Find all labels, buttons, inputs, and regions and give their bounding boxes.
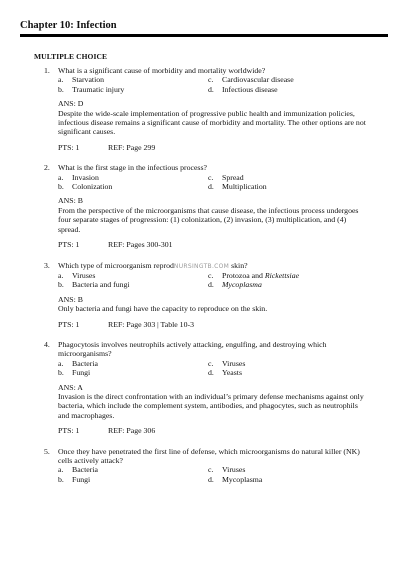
- points: PTS: 1: [58, 142, 80, 152]
- points: PTS: 1: [58, 240, 80, 250]
- question-stem: Phagocytosis involves neutrophils actively attacking, engulfing, and destroying which microorganisms?: [58, 339, 327, 359]
- rationale: Only bacteria and fungi have the capacity to reproduce on the skin.: [58, 304, 268, 314]
- option-letter: d.: [208, 474, 214, 484]
- points: PTS: 1: [58, 426, 80, 436]
- reference: REF: Page 303 | Table 10-3: [108, 319, 194, 329]
- question-number: 3.: [44, 260, 50, 270]
- option-b: [58, 368, 208, 377]
- option-text: Yeasts: [222, 368, 243, 378]
- option-letter: d.: [208, 368, 214, 378]
- option-a: [58, 75, 208, 84]
- question-1: [44, 66, 370, 152]
- option-c: [208, 75, 368, 84]
- option-text: Bacteria and fungi: [72, 280, 130, 290]
- question-meta: [58, 240, 370, 249]
- option-text: Fungi: [72, 368, 91, 378]
- option-text: Traumatic injury: [72, 84, 125, 94]
- option-letter: c.: [208, 270, 214, 280]
- points: PTS: 1: [58, 319, 80, 329]
- answer: ANS: A: [58, 382, 83, 392]
- option-text: Viruses: [222, 465, 246, 475]
- rationale: From the perspective of the microorganisms that cause disease, the infectious process undergoes four separate stages of progression: (1) colonization, (2) invasion, (3) multiplication, and (4) spread.: [58, 205, 359, 234]
- option-d: [208, 182, 368, 191]
- option-b: [58, 85, 208, 94]
- question-stem: [58, 261, 370, 271]
- option-letter: b.: [58, 368, 64, 378]
- option-d: [208, 280, 368, 289]
- option-text: Viruses: [72, 270, 96, 280]
- title-rule: [20, 34, 388, 37]
- stem-text: Which type of microorganism reprod: [58, 260, 174, 270]
- option-text: Fungi: [72, 474, 91, 484]
- option-a: [58, 271, 208, 280]
- option-a: [58, 359, 208, 368]
- option-a: [58, 465, 208, 474]
- question-number: 2.: [44, 163, 50, 173]
- answer: ANS: B: [58, 196, 83, 206]
- reference: REF: Pages 300-301: [108, 240, 173, 250]
- option-text: Mycoplasma: [222, 474, 263, 484]
- option-d: [208, 475, 368, 484]
- section-title: MULTIPLE CHOICE: [34, 52, 108, 61]
- question-stem: What is a significant cause of morbidity and mortality worldwide?: [58, 66, 266, 75]
- option-text: Cardiovascular disease: [222, 75, 294, 85]
- stem-text: skin?: [229, 260, 248, 270]
- question-meta: [58, 320, 370, 329]
- watermark: NURSINGTB.COM: [173, 262, 230, 270]
- answer: ANS: D: [58, 99, 84, 109]
- option-text: Infectious disease: [222, 84, 278, 94]
- option-b: [58, 280, 208, 289]
- question-stem: What is the first stage in the infectious process?: [58, 163, 207, 173]
- options: [58, 173, 370, 192]
- options: [58, 271, 370, 290]
- option-text: Bacteria: [72, 465, 98, 475]
- option-d: [208, 368, 368, 377]
- option-text-italic: Mycoplasma: [222, 280, 262, 290]
- option-text: Invasion: [72, 172, 99, 182]
- option-b: [58, 475, 208, 484]
- option-text: Multiplication: [222, 182, 267, 192]
- reference: REF: Page 299: [108, 142, 156, 152]
- option-letter: a.: [58, 172, 64, 182]
- option-text: Bacteria: [72, 358, 98, 368]
- option-text-plain: Protozoa and: [222, 270, 265, 280]
- option-letter: c.: [208, 75, 214, 85]
- question-number: 4.: [44, 339, 50, 349]
- rationale: Invasion is the direct confrontation with an individual’s primary defense mechanisms against only bacteria, which include the complement system, antibodies, and phagocytes, such as neutrophils and macrophages.: [58, 391, 364, 420]
- question-3: [44, 260, 370, 329]
- option-text: Starvation: [72, 75, 105, 85]
- answer: ANS: B: [58, 294, 83, 304]
- question-number: 1.: [44, 66, 50, 75]
- option-letter: b.: [58, 182, 64, 192]
- option-letter: c.: [208, 172, 214, 182]
- question-2: [44, 163, 370, 250]
- option-letter: a.: [58, 358, 64, 368]
- option-c: [208, 359, 368, 368]
- option-letter: a.: [58, 75, 64, 85]
- question-list: [44, 66, 370, 495]
- option-c: [208, 465, 368, 474]
- question-meta: [58, 426, 370, 435]
- option-letter: c.: [208, 358, 214, 368]
- option-d: [208, 85, 368, 94]
- question-4: [44, 339, 370, 436]
- question-number: 5.: [44, 446, 50, 456]
- option-letter: b.: [58, 280, 64, 290]
- option-letter: d.: [208, 84, 214, 94]
- option-letter: b.: [58, 84, 64, 94]
- option-letter: a.: [58, 465, 64, 475]
- options: [58, 75, 370, 94]
- question-5: [44, 446, 370, 485]
- reference: REF: Page 306: [108, 426, 156, 436]
- option-b: [58, 182, 208, 191]
- options: [58, 465, 370, 484]
- option-letter: c.: [208, 465, 214, 475]
- question-stem: Once they have penetrated the first line of defense, which microorganisms do natural killer (NK) cells actively attack?: [58, 446, 360, 465]
- option-text: Colonization: [72, 182, 113, 192]
- option-letter: d.: [208, 182, 214, 192]
- question-meta: [58, 143, 370, 152]
- options: [58, 359, 370, 378]
- option-text-italic: Rickettsiae: [264, 270, 300, 280]
- rationale: Despite the wide-scale implementation of progressive public health and immunization policies, infectious disease remains a significant cause of morbidity and mortality. The other options are not significant causes.: [58, 108, 366, 137]
- option-letter: a.: [58, 270, 64, 280]
- option-c: [208, 271, 368, 280]
- chapter-title: Chapter 10: Infection: [20, 20, 117, 31]
- option-a: [58, 173, 208, 182]
- option-letter: b.: [58, 474, 64, 484]
- option-text: Viruses: [222, 358, 246, 368]
- option-text: Spread: [222, 172, 244, 182]
- option-text: [222, 271, 299, 280]
- option-c: [208, 173, 368, 182]
- option-letter: d.: [208, 280, 214, 290]
